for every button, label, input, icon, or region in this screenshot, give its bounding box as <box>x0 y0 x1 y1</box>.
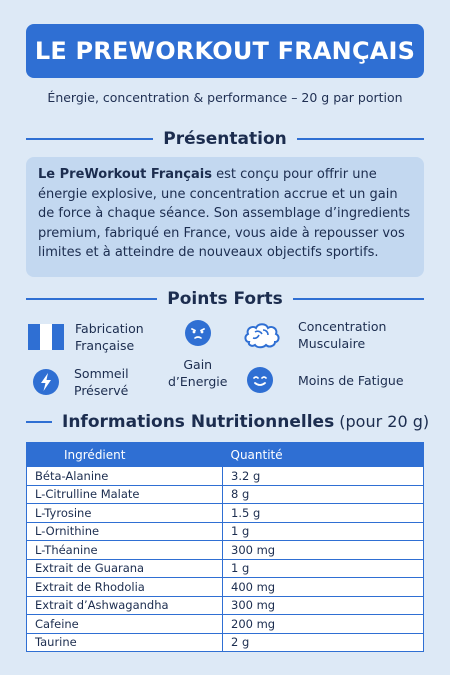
feature-sommeil <box>32 365 129 399</box>
table-row <box>27 596 424 615</box>
feature-label <box>75 320 144 354</box>
feature-line1: Moins de Fatigue <box>298 372 404 388</box>
table-row <box>27 615 424 634</box>
product-name: Le PreWorkout Français <box>38 167 212 182</box>
title-banner <box>26 24 424 78</box>
nutrition-title-main: Informations Nutritionnelles <box>62 412 335 432</box>
nutrition-table <box>26 442 424 652</box>
feature-label <box>298 318 386 352</box>
brain-icon <box>242 319 282 351</box>
table-header-row <box>27 443 424 467</box>
presentation-title: Présentation <box>163 129 287 149</box>
table-row <box>27 485 424 504</box>
ingredient-cell: Cafeine <box>27 615 223 634</box>
feature-label <box>74 365 129 399</box>
ingredient-cell: L-Théanine <box>27 541 223 560</box>
feature-line1: Gain <box>183 357 213 372</box>
ingredient-cell: Béta-Alanine <box>27 467 223 486</box>
quantity-cell: 300 mg <box>223 541 424 560</box>
ingredient-cell: Extrait de Guarana <box>27 559 223 578</box>
ingredient-cell: L-Tyrosine <box>27 504 223 523</box>
table-row <box>27 522 424 541</box>
quantity-cell: 1 g <box>223 522 424 541</box>
column-header-quantite: Quantité <box>223 443 424 467</box>
feature-line2: d’Energie <box>168 374 228 389</box>
nutrition-title <box>52 412 439 432</box>
quantity-cell: 400 mg <box>223 578 424 597</box>
table-row <box>27 633 424 652</box>
column-header-ingredient: Ingrédient <box>27 443 223 467</box>
lightning-icon <box>32 368 60 396</box>
feature-fabrication <box>26 320 144 354</box>
smile-icon <box>246 366 274 394</box>
feature-line1: Sommeil <box>74 366 129 381</box>
quantity-cell: 8 g <box>223 485 424 504</box>
quantity-cell: 1 g <box>223 559 424 578</box>
ingredient-cell: Extrait de Rhodolia <box>27 578 223 597</box>
ingredient-cell: L-Citrulline Malate <box>27 485 223 504</box>
points-forts-title: Points Forts <box>167 289 283 309</box>
divider-line <box>26 298 157 300</box>
presentation-box <box>26 157 424 277</box>
feature-label <box>298 372 404 389</box>
nutrition-title-suffix: (pour 20 g) <box>334 412 430 431</box>
ingredient-cell: Extrait d’Ashwagandha <box>27 596 223 615</box>
page-subtitle: Énergie, concentration & performance – 20 g par portion <box>47 90 403 105</box>
feature-line1: Fabrication <box>75 321 144 336</box>
presentation-text: est conçu pour offrir une énergie explosive, une concentration accrue et un gain de force à chaque séance. Son assemblage d’ingredients premium, fabriqué en France, vous aide à repousser vos limites et à atteindre de nouveaux objectifs sportifs. <box>38 167 411 261</box>
divider-line <box>26 421 52 423</box>
divider-line <box>26 138 153 140</box>
table-row <box>27 541 424 560</box>
points-forts-heading <box>26 286 424 312</box>
french-flag-icon <box>26 322 66 352</box>
table-row <box>27 504 424 523</box>
quantity-cell: 3.2 g <box>223 467 424 486</box>
quantity-cell: 2 g <box>223 633 424 652</box>
table-row <box>27 578 424 597</box>
quantity-cell: 200 mg <box>223 615 424 634</box>
feature-line2: Préservé <box>74 383 129 398</box>
feature-label <box>168 356 227 390</box>
divider-line <box>297 138 424 140</box>
feature-gain-energie <box>168 318 227 390</box>
ingredient-cell: Taurine <box>27 633 223 652</box>
presentation-heading <box>26 126 424 152</box>
feature-line2: Française <box>75 338 135 353</box>
energy-face-icon <box>183 318 213 348</box>
quantity-cell: 1.5 g <box>223 504 424 523</box>
table-row <box>27 467 424 486</box>
feature-line2: Musculaire <box>298 336 366 351</box>
table-row <box>27 559 424 578</box>
nutrition-heading <box>26 409 430 435</box>
quantity-cell: 300 mg <box>223 596 424 615</box>
feature-moins-fatigue <box>246 366 404 394</box>
page-title: LE PREWORKOUT FRANÇAIS <box>34 37 416 65</box>
feature-concentration <box>242 318 386 352</box>
divider-line <box>293 298 424 300</box>
ingredient-cell: L-Ornithine <box>27 522 223 541</box>
feature-line1: Concentration <box>298 319 387 334</box>
